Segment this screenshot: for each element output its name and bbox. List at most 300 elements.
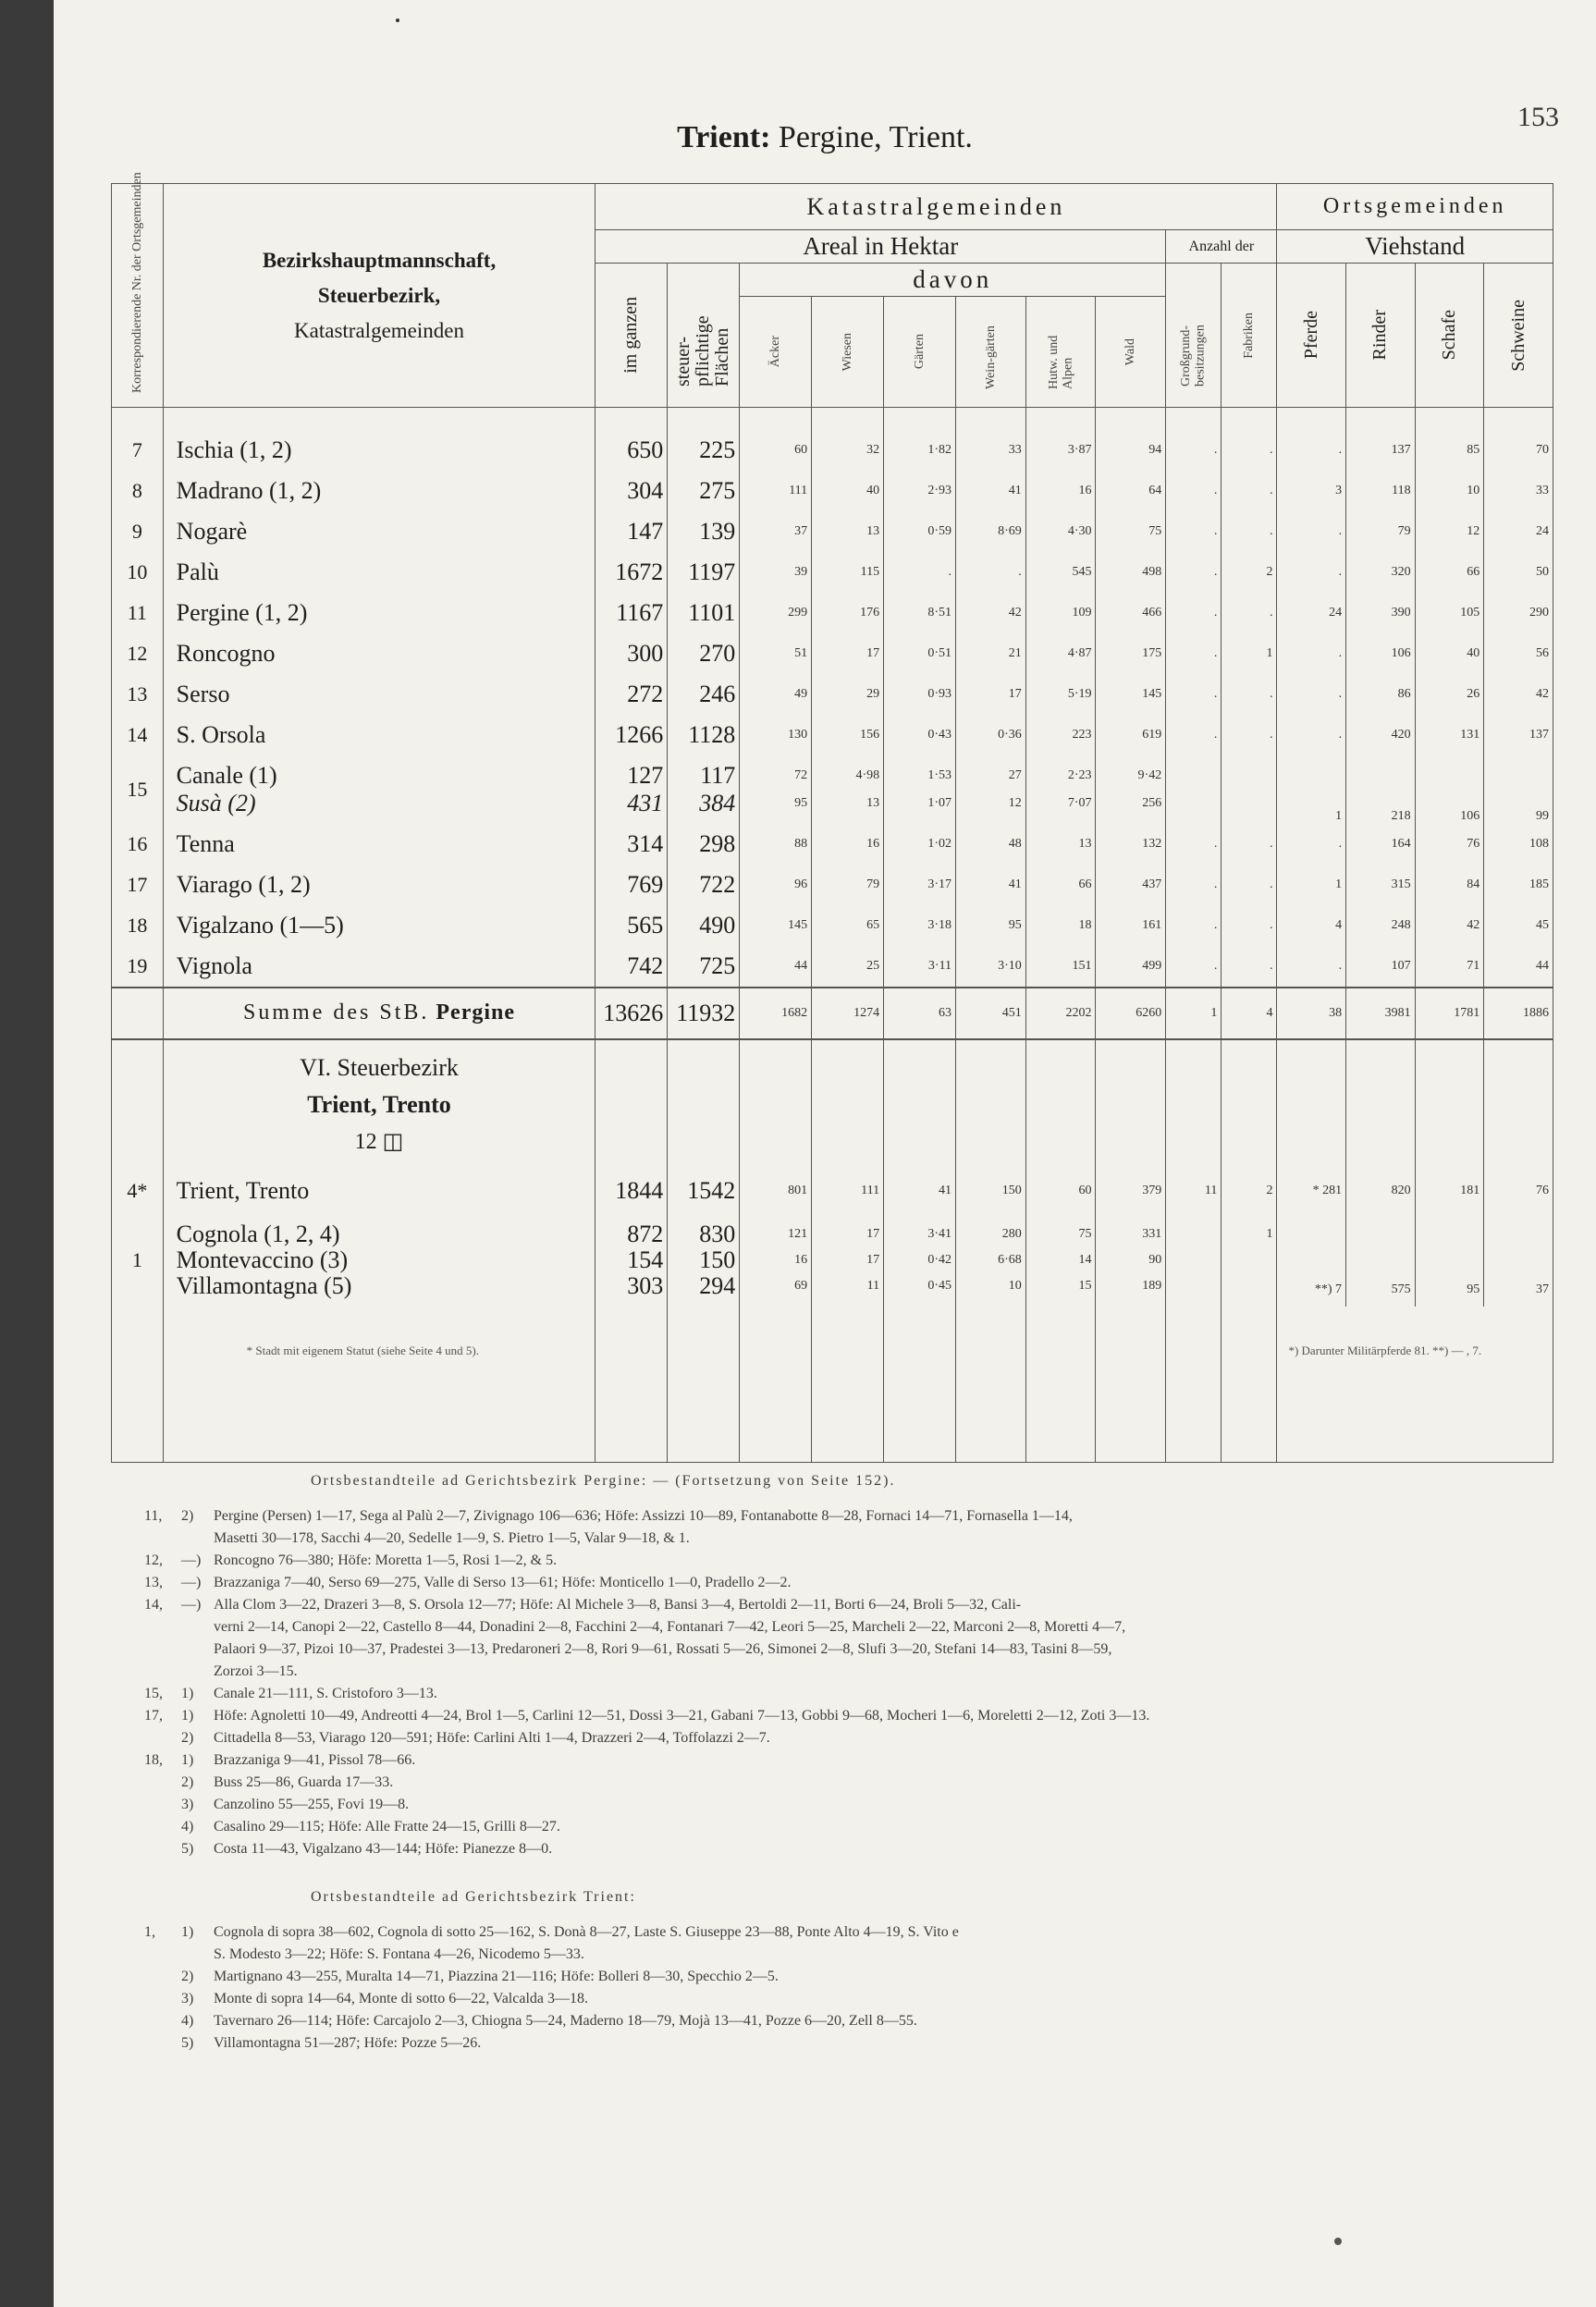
table-cell: .: [1166, 905, 1222, 946]
table-cell: 33: [956, 430, 1026, 471]
cell-text: 17: [866, 1252, 880, 1267]
table-cell: [884, 1214, 956, 1307]
table-cell: .: [1166, 471, 1222, 511]
cell-text: [181, 1528, 214, 1550]
table-cell: 769: [595, 865, 668, 905]
table-cell: 37: [740, 511, 812, 552]
cell-text: 280: [1001, 1226, 1022, 1241]
cell-text: 0·42: [927, 1252, 952, 1267]
im-ganzen-header: [595, 264, 668, 408]
table-cell: 16: [812, 824, 884, 865]
table-cell: [1222, 1039, 1277, 1168]
cell-text: 4): [181, 1819, 194, 1835]
cell-text: —): [181, 1552, 202, 1568]
table-cell: [1166, 1214, 1222, 1307]
summary-row: [112, 988, 1553, 1039]
table-cell: [112, 1039, 164, 1168]
table-cell: .: [1166, 824, 1222, 865]
cell-text: 7·07: [1067, 795, 1092, 810]
table-cell: 1266: [595, 715, 668, 755]
table-cell: 95: [956, 905, 1026, 946]
table-cell: 0·51: [884, 633, 956, 674]
table-cell: 38: [1277, 988, 1346, 1039]
table-cell: 1197: [668, 552, 740, 593]
table-cell: [1346, 1039, 1416, 1168]
page-sheet: [54, 0, 1596, 2307]
cell-text: 11: [866, 1278, 880, 1293]
table-cell: 4·87: [1025, 633, 1096, 674]
table-cell: 45: [1484, 905, 1553, 946]
text-line: [144, 1988, 1531, 2010]
cell-text: 154: [627, 1246, 664, 1273]
cell-text: Fabriken: [1242, 312, 1257, 359]
table-cell: 79: [812, 865, 884, 905]
table-cell: 25: [812, 946, 884, 988]
cell-text: 9·42: [1137, 767, 1162, 782]
table-cell: [595, 408, 668, 430]
table-cell: 70: [1484, 430, 1553, 471]
table-cell: [595, 1307, 668, 1463]
cell-text: 4): [181, 2013, 194, 2029]
table-cell: 1886: [1484, 988, 1553, 1039]
table-cell: 4: [1277, 905, 1346, 946]
cell-text: 14: [1078, 1252, 1092, 1267]
cell-text: [181, 1944, 214, 1966]
table-cell: Nogarè: [163, 511, 595, 552]
col-name-header: [163, 184, 595, 408]
cell-text: 2): [181, 1969, 194, 1984]
table-cell: 76: [1415, 824, 1484, 865]
cell-text: 303: [627, 1271, 664, 1299]
table-cell: 18: [1025, 905, 1096, 946]
table-cell: 16: [112, 824, 164, 865]
cell-text: 72: [794, 767, 808, 782]
table-cell: [163, 408, 595, 430]
footnote-right: *) Darunter Militärpferde 81. **) — , 7.: [1277, 1307, 1553, 1463]
table-cell: [812, 1214, 884, 1307]
table-cell: 1: [112, 1214, 164, 1307]
cell-text: Cognola di sopra 38—602, Cognola di sotto 25—162, S. Donà 8—27, Laste S. Giuseppe 23—88, Ponte Alto 4—19, S. Vito e: [214, 1924, 959, 1940]
cell-text: 117: [700, 761, 736, 789]
cell-text: 17,: [144, 1708, 163, 1724]
table-cell: 107: [1346, 946, 1416, 988]
table-cell: [1166, 408, 1222, 430]
table-cell: 490: [668, 905, 740, 946]
text-line: [144, 2010, 1531, 2032]
cell-text: [144, 1616, 181, 1638]
text-line: [144, 1727, 1531, 1749]
table-cell: 17: [956, 674, 1026, 715]
table-cell: 14: [112, 715, 164, 755]
statistics-table: [111, 171, 1553, 1463]
table-cell: 29: [812, 674, 884, 715]
table-cell: [1415, 1039, 1484, 1168]
cell-text: Brazzaniga 9—41, Pissol 78—66.: [214, 1752, 416, 1768]
table-cell: 1: [1277, 755, 1346, 824]
table-cell: [1025, 755, 1096, 824]
text-line: [144, 1838, 1531, 1860]
table-cell: 156: [812, 715, 884, 755]
table-cell: [740, 408, 812, 430]
table-row: [112, 1168, 1553, 1214]
table-cell: 2202: [1025, 988, 1096, 1039]
table-cell: 725: [668, 946, 740, 988]
table-cell: [1166, 1039, 1222, 1168]
table-cell: [740, 1307, 812, 1463]
table-cell: 2: [1222, 552, 1277, 593]
wald-header: [1096, 297, 1166, 408]
table-cell: 5·19: [1025, 674, 1096, 715]
table-cell: 11932: [668, 988, 740, 1039]
table-cell: .: [1222, 511, 1277, 552]
table-cell: 13: [1025, 824, 1096, 865]
table-cell: 0·93: [884, 674, 956, 715]
cell-text: 90: [1148, 1252, 1162, 1267]
table-cell: [812, 1039, 884, 1168]
table-cell: 131: [1415, 715, 1484, 755]
table-cell: 37: [1484, 1214, 1553, 1307]
table-cell: 3·87: [1025, 430, 1096, 471]
text-line: [144, 1528, 1531, 1550]
cell-text: [181, 1616, 214, 1638]
table-cell: [1025, 1307, 1096, 1463]
cell-text: Wiesen: [840, 332, 854, 372]
table-cell: 185: [1484, 865, 1553, 905]
table-cell: 41: [884, 1168, 956, 1214]
table-cell: 1781: [1415, 988, 1484, 1039]
cell-text: 189: [1142, 1278, 1162, 1293]
table-cell: [1025, 1214, 1096, 1307]
rinder-header: [1346, 264, 1416, 408]
table-cell: 7: [112, 430, 164, 471]
table-cell: 6260: [1096, 988, 1166, 1039]
table-cell: Ischia (1, 2): [163, 430, 595, 471]
table-cell: .: [1277, 511, 1346, 552]
table-cell: 8·51: [884, 593, 956, 633]
cell-text: 256: [1142, 795, 1162, 810]
table-cell: 42: [1415, 905, 1484, 946]
table-cell: [740, 1039, 812, 1168]
cell-text: [144, 1772, 181, 1794]
table-cell: 1: [1166, 988, 1222, 1039]
ink-spot: [1334, 2238, 1342, 2245]
table-cell: 722: [668, 865, 740, 905]
cell-text: 15: [1078, 1278, 1092, 1293]
gaerten-header: [884, 297, 956, 408]
table-cell: .: [1166, 715, 1222, 755]
table-cell: 575: [1346, 1214, 1416, 1307]
table-cell: 75: [1096, 511, 1166, 552]
table-cell: .: [1222, 674, 1277, 715]
cell-text: Cognola (1, 2, 4): [176, 1220, 340, 1247]
table-cell: [740, 755, 812, 824]
cell-text: im ganzen: [620, 297, 642, 374]
table-cell: 145: [1096, 674, 1166, 715]
table-cell: 66: [1025, 865, 1096, 905]
table-cell: [1025, 408, 1096, 430]
table-cell: 3·17: [884, 865, 956, 905]
table-cell: 499: [1096, 946, 1166, 988]
table-cell: .: [1222, 865, 1277, 905]
table-cell: * 281: [1277, 1168, 1346, 1214]
table-cell: 132: [1096, 824, 1166, 865]
cell-text: [144, 2010, 181, 2032]
table-cell: .: [1222, 946, 1277, 988]
cell-text: 830: [699, 1220, 736, 1247]
table-row: [112, 946, 1553, 988]
title-bold: Trient:: [677, 120, 771, 154]
table-cell: [163, 1039, 595, 1168]
table-cell: 86: [1346, 674, 1416, 715]
table-cell: .: [1277, 674, 1346, 715]
table-cell: 139: [668, 511, 740, 552]
table-cell: [1096, 408, 1166, 430]
cell-text: Brazzaniga 7—40, Serso 69—275, Valle di Serso 13—61; Höfe: Monticello 1—0, Pradello 2—2.: [214, 1575, 792, 1590]
table-cell: .: [1222, 824, 1277, 865]
cell-text: 11,: [144, 1508, 163, 1524]
wiesen-header: [812, 297, 884, 408]
table-cell: [812, 755, 884, 824]
table-cell: 565: [595, 905, 668, 946]
cell-text: [144, 2032, 181, 2055]
cell-text: Korrespondierende Nr. der Ortsgemeinden: [129, 171, 144, 393]
cell-text: [144, 1988, 181, 2010]
text-line: [144, 1944, 1531, 1966]
grossgrund-header: [1166, 264, 1222, 408]
cell-text: 1,: [144, 1924, 155, 1940]
anzahl-header: Anzahl der: [1166, 230, 1277, 264]
table-cell: Viarago (1, 2): [163, 865, 595, 905]
table-cell: [163, 755, 595, 824]
table-cell: 44: [740, 946, 812, 988]
cell-text: 5): [181, 1841, 194, 1857]
cell-text: 1): [181, 1686, 194, 1701]
cell-text: 13,: [144, 1575, 163, 1590]
section-name: Trient, Trento: [307, 1090, 451, 1118]
cell-text: [181, 1661, 214, 1683]
table-cell: 15: [112, 755, 164, 824]
cell-text: Casalino 29—115; Höfe: Alle Fratte 24—15, Grilli 8—27.: [214, 1819, 560, 1835]
table-cell: 118: [1346, 471, 1416, 511]
table-cell: 11: [112, 593, 164, 633]
table-cell: Roncogno: [163, 633, 595, 674]
cell-text: 872: [627, 1220, 664, 1247]
cell-text: 14,: [144, 1597, 163, 1613]
cell-text: Costa 11—43, Vigalzano 43—144; Höfe: Pianezze 8—0.: [214, 1841, 553, 1857]
table-row: [112, 552, 1553, 593]
table-cell: 3·11: [884, 946, 956, 988]
table-cell: 109: [1025, 593, 1096, 633]
table-cell: 106: [1346, 633, 1416, 674]
table-cell: 1: [1277, 865, 1346, 905]
table-cell: [668, 1214, 740, 1307]
table-cell: 1128: [668, 715, 740, 755]
table-cell: Trient, Trento: [163, 1168, 595, 1214]
table-cell: .: [1166, 511, 1222, 552]
cell-text: Villamontagna 51—287; Höfe: Pozze 5—26.: [214, 2035, 482, 2051]
cell-text: Montevaccino (3): [176, 1246, 349, 1273]
table-cell: Madrano (1, 2): [163, 471, 595, 511]
table-cell: 105: [1415, 593, 1484, 633]
table-cell: 151: [1025, 946, 1096, 988]
cell-text: 10: [1008, 1278, 1022, 1293]
table-cell: 437: [1096, 865, 1166, 905]
cell-text: Bezirkshauptmannschaft,: [262, 248, 497, 272]
table-cell: [1346, 408, 1416, 430]
cell-text: 12: [1008, 795, 1022, 810]
table-cell: 272: [595, 674, 668, 715]
table-cell: [595, 755, 668, 824]
table-cell: 742: [595, 946, 668, 988]
cell-text: S. Modesto 3—22; Höfe: S. Fontana 4—26, Nicodemo 5—33.: [214, 1946, 584, 1962]
table-cell: 1167: [595, 593, 668, 633]
table-cell: **) 7: [1277, 1214, 1346, 1307]
section-heading: VI. Steuerbezirk: [300, 1053, 459, 1081]
table-cell: 1·82: [884, 430, 956, 471]
table-cell: .: [1222, 471, 1277, 511]
cell-text: Zorzoi 3—15.: [214, 1663, 298, 1679]
table-cell: 0·36: [956, 715, 1026, 755]
section-heading-row: [112, 1039, 1553, 1168]
ink-dot: [396, 18, 399, 22]
table-cell: [1484, 1039, 1553, 1168]
table-cell: [163, 1214, 595, 1307]
table-row: [112, 471, 1553, 511]
section-title: Ortsbestandteile ad Gerichtsbezirk Pergine: — (Fortsetzung von Seite 152).: [311, 1473, 896, 1489]
table-cell: 13: [112, 674, 164, 715]
table-cell: 1542: [668, 1168, 740, 1214]
table-cell: 1274: [812, 988, 884, 1039]
table-cell: 299: [740, 593, 812, 633]
table-cell: 42: [956, 593, 1026, 633]
table-cell: 379: [1096, 1168, 1166, 1214]
table-cell: Pergine (1, 2): [163, 593, 595, 633]
text-line: [144, 1794, 1531, 1816]
table-cell: 1101: [668, 593, 740, 633]
footnote-row: [112, 1307, 1553, 1463]
table-cell: .: [1166, 430, 1222, 471]
cell-text: 384: [699, 789, 736, 816]
cell-text: Katastralgemeinden: [294, 318, 464, 342]
text-line: [144, 1749, 1531, 1772]
table-cell: [1277, 1039, 1346, 1168]
table-cell: 18: [112, 905, 164, 946]
table-cell: 300: [595, 633, 668, 674]
table-cell: 44: [1484, 946, 1553, 988]
cell-text: Rinder: [1369, 310, 1391, 361]
cell-text: 3): [181, 1991, 194, 2006]
table-cell: [668, 1039, 740, 1168]
table-cell: 106: [1415, 755, 1484, 824]
table-cell: 145: [740, 905, 812, 946]
cell-text: Steuerbezirk,: [317, 283, 441, 307]
table-cell: 41: [956, 865, 1026, 905]
cell-text: 1): [181, 1924, 194, 1940]
table-cell: 161: [1096, 905, 1166, 946]
table-cell: [668, 1307, 740, 1463]
cell-text: Schweine: [1507, 299, 1528, 372]
table-cell: 21: [956, 633, 1026, 674]
cell-text: Roncogno 76—380; Höfe: Moretta 1—5, Rosi 1—2, & 5.: [214, 1552, 558, 1568]
table-cell: .: [1277, 633, 1346, 674]
text-line: [144, 1572, 1531, 1594]
page-number: 153: [1517, 102, 1559, 132]
table-cell: .: [1166, 633, 1222, 674]
weingaerten-header: [956, 297, 1026, 408]
cell-text: 95: [794, 795, 808, 810]
table-cell: 40: [1415, 633, 1484, 674]
cell-text: verni 2—14, Canopi 2—22, Castello 8—44, Donadini 2—8, Facchini 2—4, Fontanari 7—42, Leori 5—25, Marcheli 2—22, Marconi 2—8, Moretti 4—7,: [214, 1619, 1126, 1635]
table-cell: 60: [740, 430, 812, 471]
cell-text: 17: [866, 1226, 880, 1241]
cell-text: 150: [699, 1246, 736, 1273]
table-cell: [1415, 408, 1484, 430]
cell-text: 1): [181, 1708, 194, 1724]
table-cell: Serso: [163, 674, 595, 715]
cell-text: Canale (1): [176, 761, 277, 789]
table-cell: 19: [112, 946, 164, 988]
table-cell: [956, 1039, 1026, 1168]
table-cell: 3: [1277, 471, 1346, 511]
table-cell: [956, 408, 1026, 430]
cell-text: Wein-gärten: [983, 325, 998, 389]
table-cell: 8·69: [956, 511, 1026, 552]
table-row: [112, 755, 1553, 824]
table-cell: 223: [1025, 715, 1096, 755]
steuerpflichtige-header: [668, 264, 740, 408]
table-cell: 298: [668, 824, 740, 865]
cell-text: 294: [699, 1271, 736, 1299]
table-cell: 137: [1484, 715, 1553, 755]
table-cell: Palù: [163, 552, 595, 593]
table-cell: 315: [1346, 865, 1416, 905]
table-cell: 64: [1096, 471, 1166, 511]
cell-text: Canzolino 55—255, Fovi 19—8.: [214, 1797, 410, 1812]
text-line: [144, 1772, 1531, 1794]
table-cell: 0·59: [884, 511, 956, 552]
table-cell: Vignola: [163, 946, 595, 988]
table-cell: [1096, 1307, 1166, 1463]
table-cell: 95: [1415, 1214, 1484, 1307]
table-cell: 3·10: [956, 946, 1026, 988]
table-cell: [1166, 1307, 1222, 1463]
cell-text: 13: [866, 795, 880, 810]
table-cell: 40: [812, 471, 884, 511]
table-cell: 13626: [595, 988, 668, 1039]
table-cell: 115: [812, 552, 884, 593]
table-cell: 39: [740, 552, 812, 593]
cell-text: 6·68: [998, 1252, 1022, 1267]
table-cell: [812, 1307, 884, 1463]
davon-header: davon: [740, 264, 1166, 297]
text-line: [144, 2032, 1531, 2055]
cell-text: 5): [181, 2035, 194, 2051]
table-cell: [1222, 1307, 1277, 1463]
cell-text: Alla Clom 3—22, Drazeri 3—8, S. Orsola 12—77; Höfe: Al Michele 3—8, Bansi 3—4, Bertoldi 2—11, Borti 6—24, Broli 5—32, Cali-: [214, 1597, 1022, 1613]
table-cell: 60: [1025, 1168, 1096, 1214]
table-cell: 24: [1277, 593, 1346, 633]
table-cell: 314: [595, 824, 668, 865]
cell-text: 12,: [144, 1552, 163, 1568]
cell-text: 1·07: [927, 795, 952, 810]
cell-text: 431: [627, 789, 664, 816]
table-cell: [1096, 1214, 1166, 1307]
table-cell: .: [1277, 824, 1346, 865]
areal-header: Areal in Hektar: [595, 230, 1166, 264]
table-cell: 42: [1484, 674, 1553, 715]
cell-text: 2·23: [1067, 767, 1092, 782]
col-number-header: [112, 171, 164, 408]
